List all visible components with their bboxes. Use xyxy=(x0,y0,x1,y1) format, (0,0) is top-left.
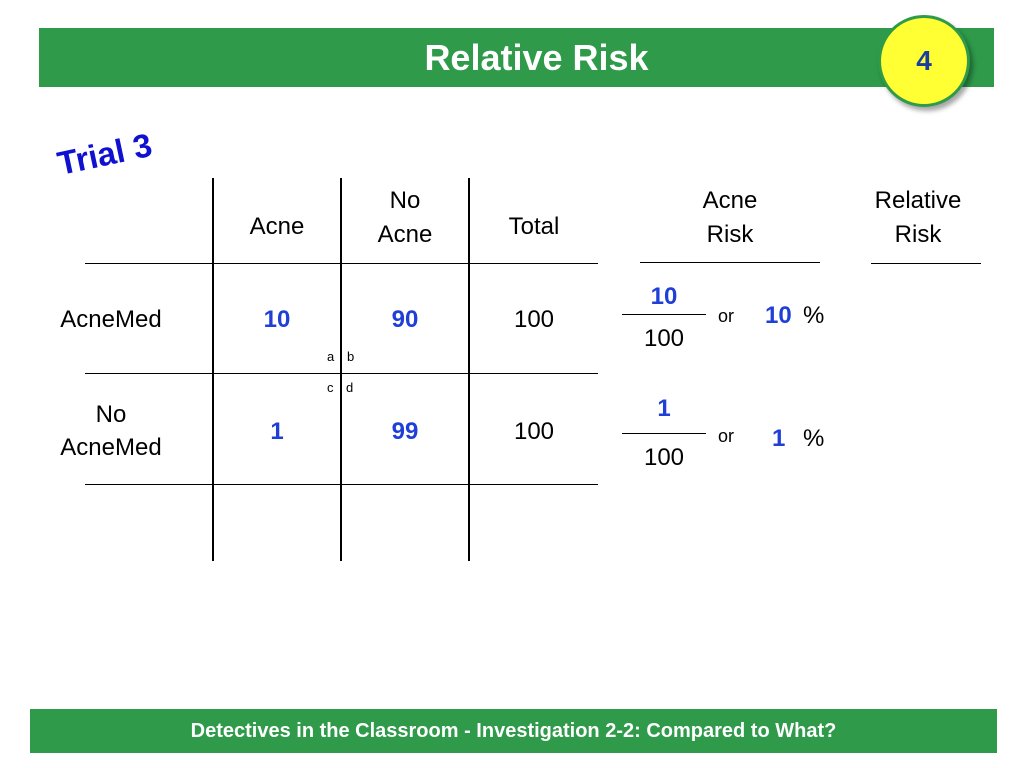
col-header-no-acne-line2: Acne xyxy=(377,221,433,248)
row-label-acnemed: AcneMed xyxy=(60,306,162,333)
cell-letter-c: c xyxy=(327,380,334,395)
cell-letter-d: d xyxy=(346,380,354,395)
col-header-no-acne-line1: No xyxy=(389,187,421,214)
col-header-acne: Acne xyxy=(249,213,305,240)
row2-total: 100 xyxy=(513,418,555,445)
risk1-percent-value: 10 xyxy=(765,302,792,329)
cell-letter-b: b xyxy=(347,349,355,364)
row-label-no-acnemed-line2: AcneMed xyxy=(60,434,162,461)
acne-risk-header-line1: Acne xyxy=(702,187,758,214)
cell-c-value: 1 xyxy=(270,418,284,445)
page-number-badge: 4 xyxy=(878,15,970,107)
risk2-percent-sign: % xyxy=(803,425,825,452)
cell-letter-a: a xyxy=(327,349,335,364)
risk1-percent-sign: % xyxy=(803,302,825,329)
relative-risk-header-line2: Risk xyxy=(894,221,942,248)
footer-text: Detectives in the Classroom - Investigation 2-2: Compared to What? xyxy=(190,720,837,742)
risk1-or: or xyxy=(718,306,735,326)
cell-a-value: 10 xyxy=(263,306,291,333)
risk1-numerator: 10 xyxy=(650,283,678,310)
relative-risk-header-underline xyxy=(871,263,981,264)
slide-title: Relative Risk xyxy=(424,37,649,78)
acne-risk-header-line2: Risk xyxy=(706,221,754,248)
trial-label: Trial 3 xyxy=(54,125,156,183)
row-label-no-acnemed-line1: No xyxy=(95,401,127,428)
acne-risk-header-underline xyxy=(640,262,820,263)
risk2-denominator: 100 xyxy=(643,444,685,471)
col-header-total: Total xyxy=(508,213,560,240)
table-hline-3 xyxy=(85,484,598,485)
risk2-or: or xyxy=(718,426,735,446)
cell-d-value: 99 xyxy=(391,418,419,445)
relative-risk-header-line1: Relative xyxy=(874,187,962,214)
row1-total: 100 xyxy=(513,306,555,333)
table-hline-1 xyxy=(85,263,598,264)
cell-b-value: 90 xyxy=(391,306,419,333)
risk1-denominator: 100 xyxy=(643,325,685,352)
risk2-fraction-bar xyxy=(622,433,706,434)
risk2-percent-value: 1 xyxy=(772,425,786,452)
table-hline-2 xyxy=(85,373,598,374)
risk2-numerator: 1 xyxy=(657,395,671,422)
risk1-fraction-bar xyxy=(622,314,706,315)
